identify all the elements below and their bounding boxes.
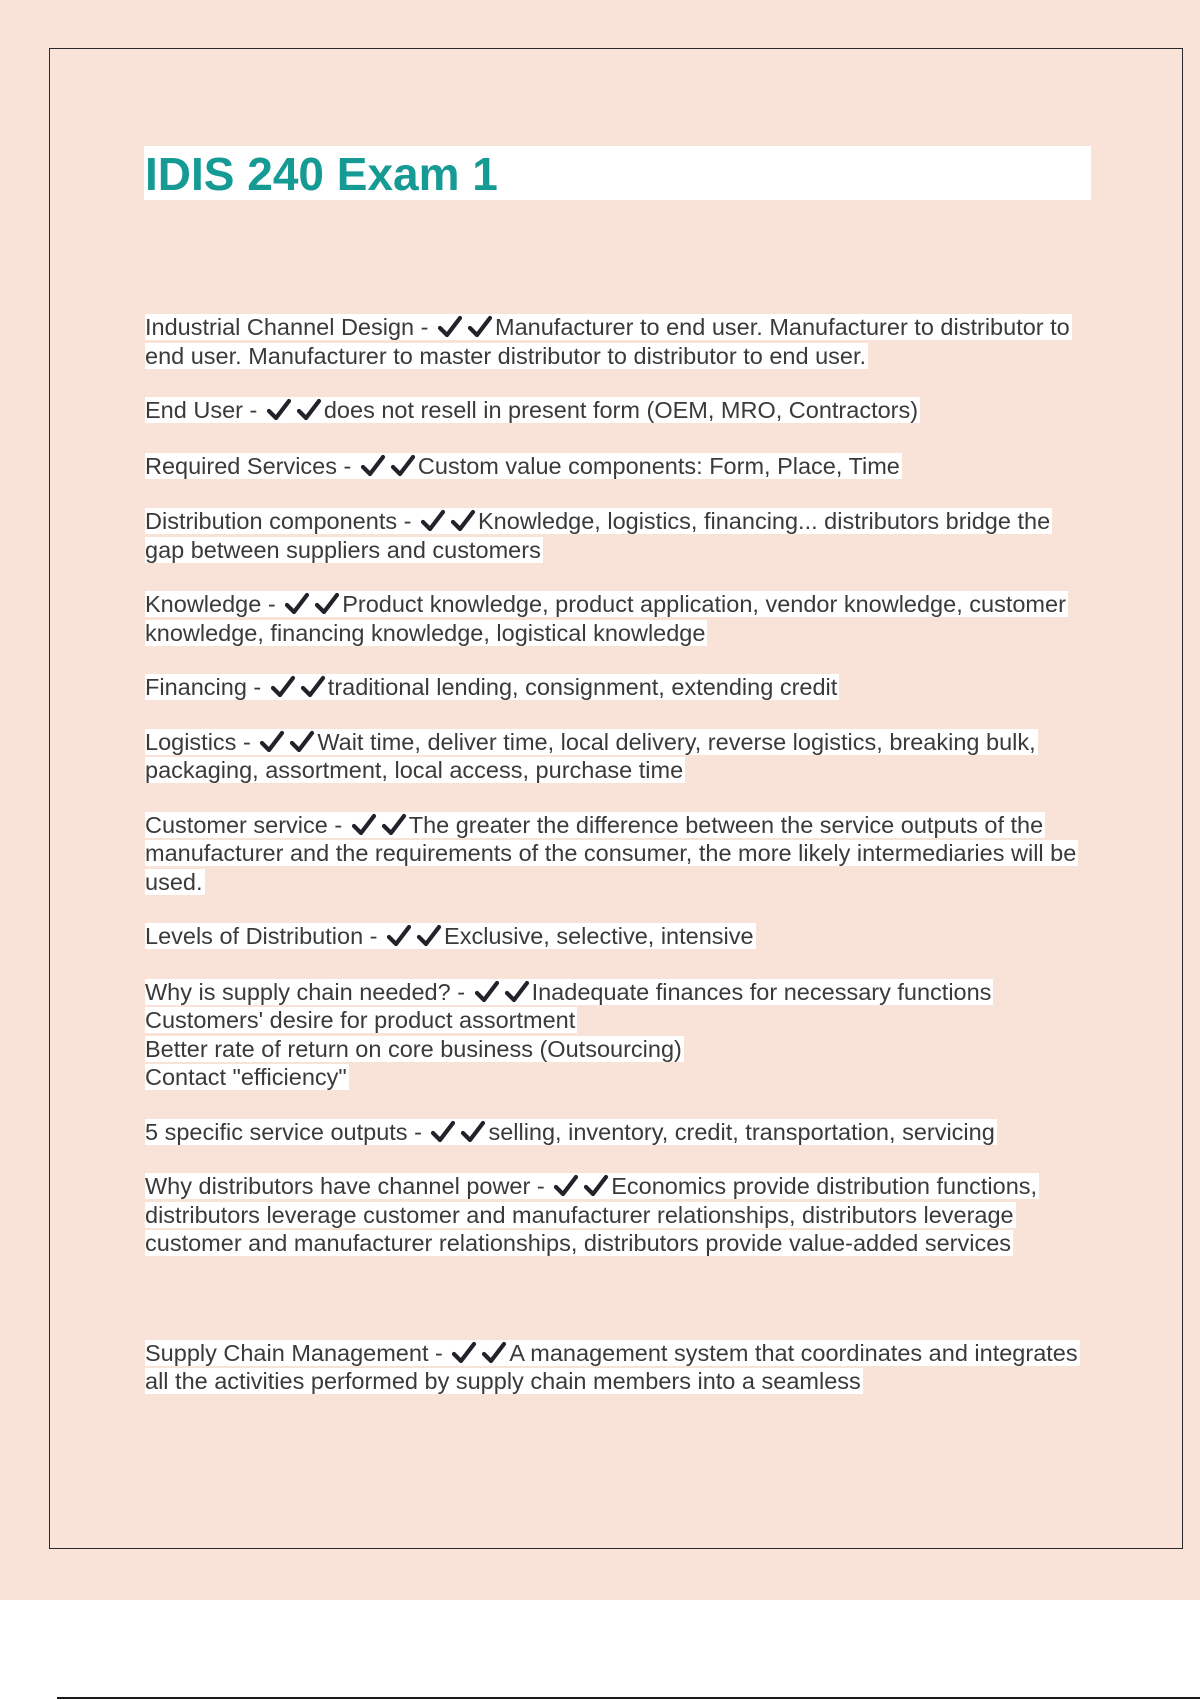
footer-divider (57, 1697, 1200, 1699)
double-checkmark-icon (381, 813, 407, 837)
entry-definition: Wait time, deliver time, local delivery, reverse logistics, breaking bulk, packaging, assortment, local access, purchase time (145, 728, 1036, 783)
flashcard-list (145, 287, 1095, 1396)
flashcard-entry: Industrial Channel Design - Manufacturer to end user. Manufacturer to distributor to end user. Manufacturer to master distributor to distributor to end user. (145, 314, 1070, 369)
entry-definition: The greater the difference between the service outputs of the manufacturer and the requirements of the consumer, the more likely intermediaries will be used. (145, 811, 1077, 895)
double-check-icon (435, 314, 495, 340)
double-checkmark-icon (296, 398, 322, 422)
double-checkmark-icon (351, 813, 377, 837)
double-checkmark-icon (460, 1120, 486, 1144)
flashcard-entry: Customer service - The greater the difference between the service outputs of the manufacturer and the requirements of the consumer, the more likely intermediaries will be used. (145, 811, 1077, 895)
double-checkmark-icon (451, 1341, 477, 1365)
double-check-icon (418, 508, 478, 534)
entry-term: Levels of Distribution (145, 923, 364, 949)
double-checkmark-icon (284, 592, 310, 616)
flashcard-entry: End User - does not resell in present form (OEM, MRO, Contractors) (145, 397, 919, 423)
entry-definition: Custom value components: Form, Place, Time (417, 452, 900, 479)
entry-term: End User (145, 397, 243, 423)
double-check-icon (551, 1173, 611, 1199)
entry-definition: Manufacturer to end user. Manufacturer to distributor to end user. Manufacturer to master distributor to distributor to end user. (145, 314, 1070, 369)
double-check-icon (264, 397, 324, 423)
entry-definition: does not resell in present form (OEM, MRO, Contractors) (323, 397, 919, 423)
double-checkmark-icon (314, 592, 340, 616)
entry-term: Industrial Channel Design (145, 314, 415, 340)
entry-definition: Inadequate finances for necessary functions Customers' desire for product assortment Better rate of return on core business (Outsourcing) Contact "efficiency" (145, 978, 992, 1090)
entry-definition: Product knowledge, product application, vendor knowledge, customer knowledge, financing knowledge, logistical knowledge (145, 591, 1066, 646)
double-checkmark-icon (289, 730, 315, 754)
flashcard-entry: Why is supply chain needed? - Inadequate finances for necessary functions Customers' desire for product assortment Better rate of return on core business (Outsourcing) Contact "efficiency" (145, 978, 992, 1090)
double-checkmark-icon (430, 1120, 456, 1144)
flashcard-entry: Levels of Distribution - Exclusive, selective, intensive (145, 923, 754, 949)
entry-term: Supply Chain Management (145, 1339, 429, 1366)
double-checkmark-icon (386, 924, 412, 948)
double-check-icon (472, 979, 532, 1005)
double-checkmark-icon (420, 509, 446, 533)
double-check-icon (384, 923, 444, 949)
double-checkmark-icon (474, 980, 500, 1004)
double-checkmark-icon (583, 1174, 609, 1198)
double-checkmark-icon (467, 315, 493, 339)
flashcard-entry: 5 specific service outputs - selling, inventory, credit, transportation, servicing (145, 1118, 995, 1145)
entry-term: Distribution components (145, 508, 398, 534)
entry-term: Financing (145, 674, 247, 700)
double-checkmark-icon (390, 454, 416, 478)
double-checkmark-icon (504, 980, 530, 1004)
entry-definition: selling, inventory, credit, transportation, servicing (488, 1118, 995, 1145)
entry-term: Logistics (145, 728, 237, 755)
flashcard-entry: Supply Chain Management - A management system that coordinates and integrates all the activities performed by supply chain members into a seamless (145, 1339, 1078, 1394)
entry-term: Why distributors have channel power (145, 1173, 531, 1199)
double-check-icon (257, 729, 317, 755)
double-check-icon (428, 1119, 488, 1145)
flashcard-entry: Logistics - Wait time, deliver time, local delivery, reverse logistics, breaking bulk, packaging, assortment, local access, purchase time (145, 728, 1036, 783)
entry-term: 5 specific service outputs (145, 1118, 408, 1145)
entry-definition: A management system that coordinates and integrates all the activities performed by supply chain members into a seamless (145, 1339, 1078, 1394)
flashcard-entry: Financing - traditional lending, consignment, extending credit (145, 674, 838, 700)
double-checkmark-icon (481, 1341, 507, 1365)
double-check-icon (449, 1340, 509, 1366)
document-title: IDIS 240 Exam 1 (145, 148, 498, 200)
double-check-icon (268, 674, 328, 700)
entry-definition: traditional lending, consignment, extending credit (327, 674, 838, 700)
entry-term: Knowledge (145, 591, 262, 617)
double-checkmark-icon (450, 509, 476, 533)
entry-term: Why is supply chain needed? (145, 978, 451, 1005)
double-checkmark-icon (437, 315, 463, 339)
double-checkmark-icon (266, 398, 292, 422)
double-checkmark-icon (416, 924, 442, 948)
double-check-icon (282, 591, 342, 617)
entry-definition: Economics provide distribution functions, distributors leverage customer and manufacturer relationships, distributors leverage customer and manufacturer relationships, distributors provide value-added services (145, 1173, 1038, 1256)
double-checkmark-icon (360, 454, 386, 478)
flashcard-entry: Required Services - Custom value components: Form, Place, Time (145, 452, 900, 479)
entry-term: Required Services (145, 452, 338, 479)
entry-term: Customer service (145, 811, 328, 838)
entry-definition: Knowledge, logistics, financing... distributors bridge the gap between suppliers and customers (145, 508, 1051, 563)
entry-definition: Exclusive, selective, intensive (444, 923, 754, 949)
flashcard-entry: Why distributors have channel power - Economics provide distribution functions, distributors leverage customer and manufacturer relationships, distributors leverage customer and manufacturer relationships, distributors provide value-added services (145, 1173, 1038, 1256)
double-checkmark-icon (300, 675, 326, 699)
double-checkmark-icon (259, 730, 285, 754)
double-check-icon (358, 453, 418, 479)
double-checkmark-icon (553, 1174, 579, 1198)
double-check-icon (349, 812, 409, 838)
double-checkmark-icon (270, 675, 296, 699)
flashcard-entry: Distribution components - Knowledge, logistics, financing... distributors bridge the gap between suppliers and customers (145, 508, 1051, 563)
flashcard-entry: Knowledge - Product knowledge, product application, vendor knowledge, customer knowledge, financing knowledge, logistical knowledge (145, 591, 1066, 646)
